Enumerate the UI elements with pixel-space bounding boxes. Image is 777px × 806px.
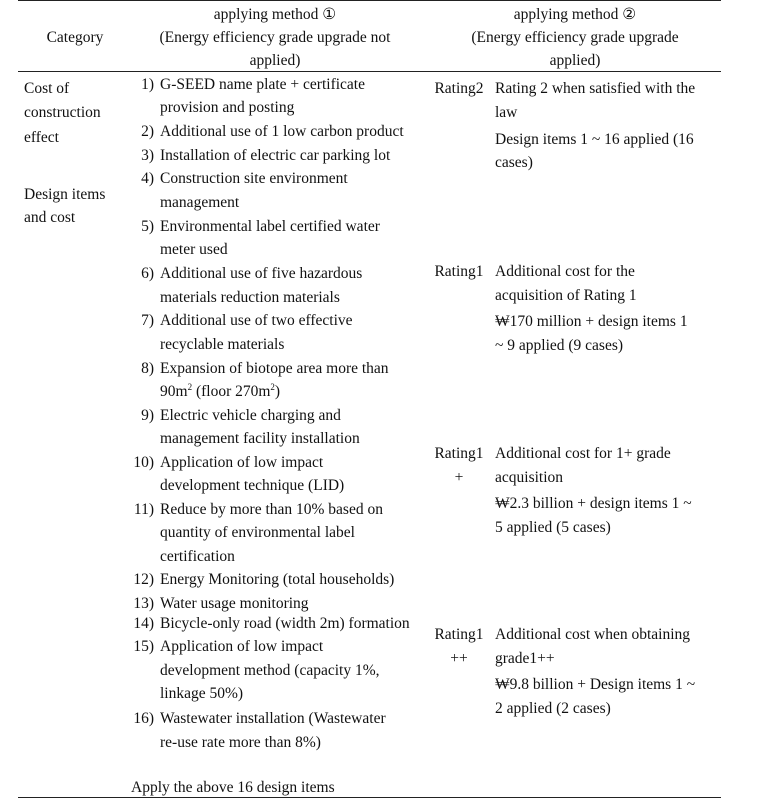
rating-label-suffix: ++ bbox=[450, 650, 468, 667]
header-method2-line2: (Energy efficiency grade upgrade bbox=[471, 29, 679, 46]
item-number: 1) bbox=[141, 76, 154, 93]
item-text: management bbox=[160, 194, 240, 211]
rating-label: Rating1 bbox=[434, 445, 484, 462]
rating-desc: law bbox=[495, 104, 518, 121]
item-text: Electric vehicle charging and bbox=[160, 407, 341, 424]
rating-cost: ₩9.8 billion + Design items 1 ~ bbox=[495, 676, 696, 693]
rating-desc: Rating 2 when satisfied with the bbox=[495, 80, 696, 97]
item-number: 5) bbox=[141, 218, 154, 235]
rating-desc: Additional cost for the bbox=[495, 263, 635, 280]
item-number: 6) bbox=[141, 265, 154, 282]
item-number: 15) bbox=[133, 638, 154, 655]
item-text: Additional use of five hazardous bbox=[160, 265, 363, 282]
item-number: 16) bbox=[133, 710, 154, 727]
item-text: Expansion of biotope area more than bbox=[160, 360, 389, 377]
item-text: Water usage monitoring bbox=[160, 595, 309, 612]
item-text: recyclable materials bbox=[160, 336, 285, 353]
header-method1-line2: (Energy efficiency grade upgrade not bbox=[159, 29, 391, 46]
category-design-line2: and cost bbox=[24, 209, 76, 226]
rating-label: Rating1 bbox=[434, 626, 484, 643]
rating-cost: cases) bbox=[495, 154, 533, 171]
table-top-rule bbox=[18, 0, 721, 1]
item-number: 14) bbox=[133, 615, 154, 632]
category-effect-line3: effect bbox=[24, 129, 59, 146]
item-text: provision and posting bbox=[160, 99, 295, 116]
rating-cost: ₩2.3 billion + design items 1 ~ bbox=[495, 495, 692, 512]
item-text: G-SEED name plate + certificate bbox=[160, 76, 365, 93]
category-design-line1: Design items bbox=[24, 186, 106, 203]
rating-desc: Additional cost when obtaining bbox=[495, 626, 691, 643]
item-text: development technique (LID) bbox=[160, 477, 345, 494]
item-text: Wastewater installation (Wastewater bbox=[160, 710, 386, 727]
item-number: 12) bbox=[133, 571, 154, 588]
item-text: Construction site environment bbox=[160, 170, 348, 187]
rating-cost: ₩170 million + design items 1 bbox=[495, 313, 688, 330]
header-method2-line1: applying method ② bbox=[513, 6, 637, 23]
rating-label: Rating2 bbox=[434, 80, 484, 97]
rating-cost: ~ 9 applied (9 cases) bbox=[495, 337, 624, 354]
item-text: Reduce by more than 10% based on bbox=[160, 501, 383, 518]
item-number: 10) bbox=[133, 454, 154, 471]
rating-desc: acquisition of Rating 1 bbox=[495, 287, 637, 304]
table-bottom-rule bbox=[18, 797, 721, 798]
rating-label: Rating1 bbox=[434, 263, 484, 280]
header-category: Category bbox=[46, 29, 104, 46]
item-text: Additional use of two effective bbox=[160, 312, 353, 329]
header-method1-line3: applied) bbox=[249, 52, 301, 69]
item-text: Bicycle-only road (width 2m) formation bbox=[160, 615, 410, 632]
item-number: 8) bbox=[141, 360, 154, 377]
item-text: materials reduction materials bbox=[160, 289, 340, 306]
rating-cost: 2 applied (2 cases) bbox=[495, 700, 611, 717]
rating-desc: grade1++ bbox=[495, 650, 555, 667]
item-text: Application of low impact bbox=[160, 638, 324, 655]
rating-desc: Additional cost for 1+ grade bbox=[495, 445, 671, 462]
item-text: management facility installation bbox=[160, 430, 360, 447]
item-text-area: $90m^2$ (floor $270m^2$) bbox=[160, 381, 281, 400]
header-method1-line1: applying method ① bbox=[213, 6, 337, 23]
item-text: Energy Monitoring (total households) bbox=[160, 571, 395, 588]
footer-note: Apply the above 16 design items bbox=[131, 779, 335, 796]
item-text: certification bbox=[160, 548, 235, 565]
item-text: development method (capacity 1%, bbox=[160, 662, 380, 679]
category-effect-line2: construction bbox=[24, 104, 101, 121]
rating-desc: acquisition bbox=[495, 469, 564, 486]
item-text: Installation of electric car parking lot bbox=[160, 147, 391, 164]
rating-cost: 5 applied (5 cases) bbox=[495, 519, 611, 536]
item-text: meter used bbox=[160, 241, 228, 258]
header-method2-line3: applied) bbox=[549, 52, 601, 69]
category-effect-line1: Cost of bbox=[24, 80, 70, 97]
item-text: quantity of environmental label bbox=[160, 524, 355, 541]
item-number: 13) bbox=[133, 595, 154, 612]
item-text: Application of low impact bbox=[160, 454, 324, 471]
item-number: 3) bbox=[141, 147, 154, 164]
rating-label-suffix: + bbox=[454, 469, 464, 486]
item-text: linkage 50%) bbox=[160, 685, 244, 702]
item-text: re-use rate more than 8%) bbox=[160, 734, 321, 751]
item-number: 9) bbox=[141, 407, 154, 424]
item-number: 2) bbox=[141, 123, 154, 140]
item-text: Additional use of 1 low carbon product bbox=[160, 123, 404, 140]
item-text: Environmental label certified water bbox=[160, 218, 380, 235]
item-number: 4) bbox=[141, 170, 154, 187]
item-number: 11) bbox=[133, 501, 154, 518]
item-number: 7) bbox=[141, 312, 154, 329]
rating-cost: Design items 1 ~ 16 applied (16 bbox=[495, 131, 694, 148]
